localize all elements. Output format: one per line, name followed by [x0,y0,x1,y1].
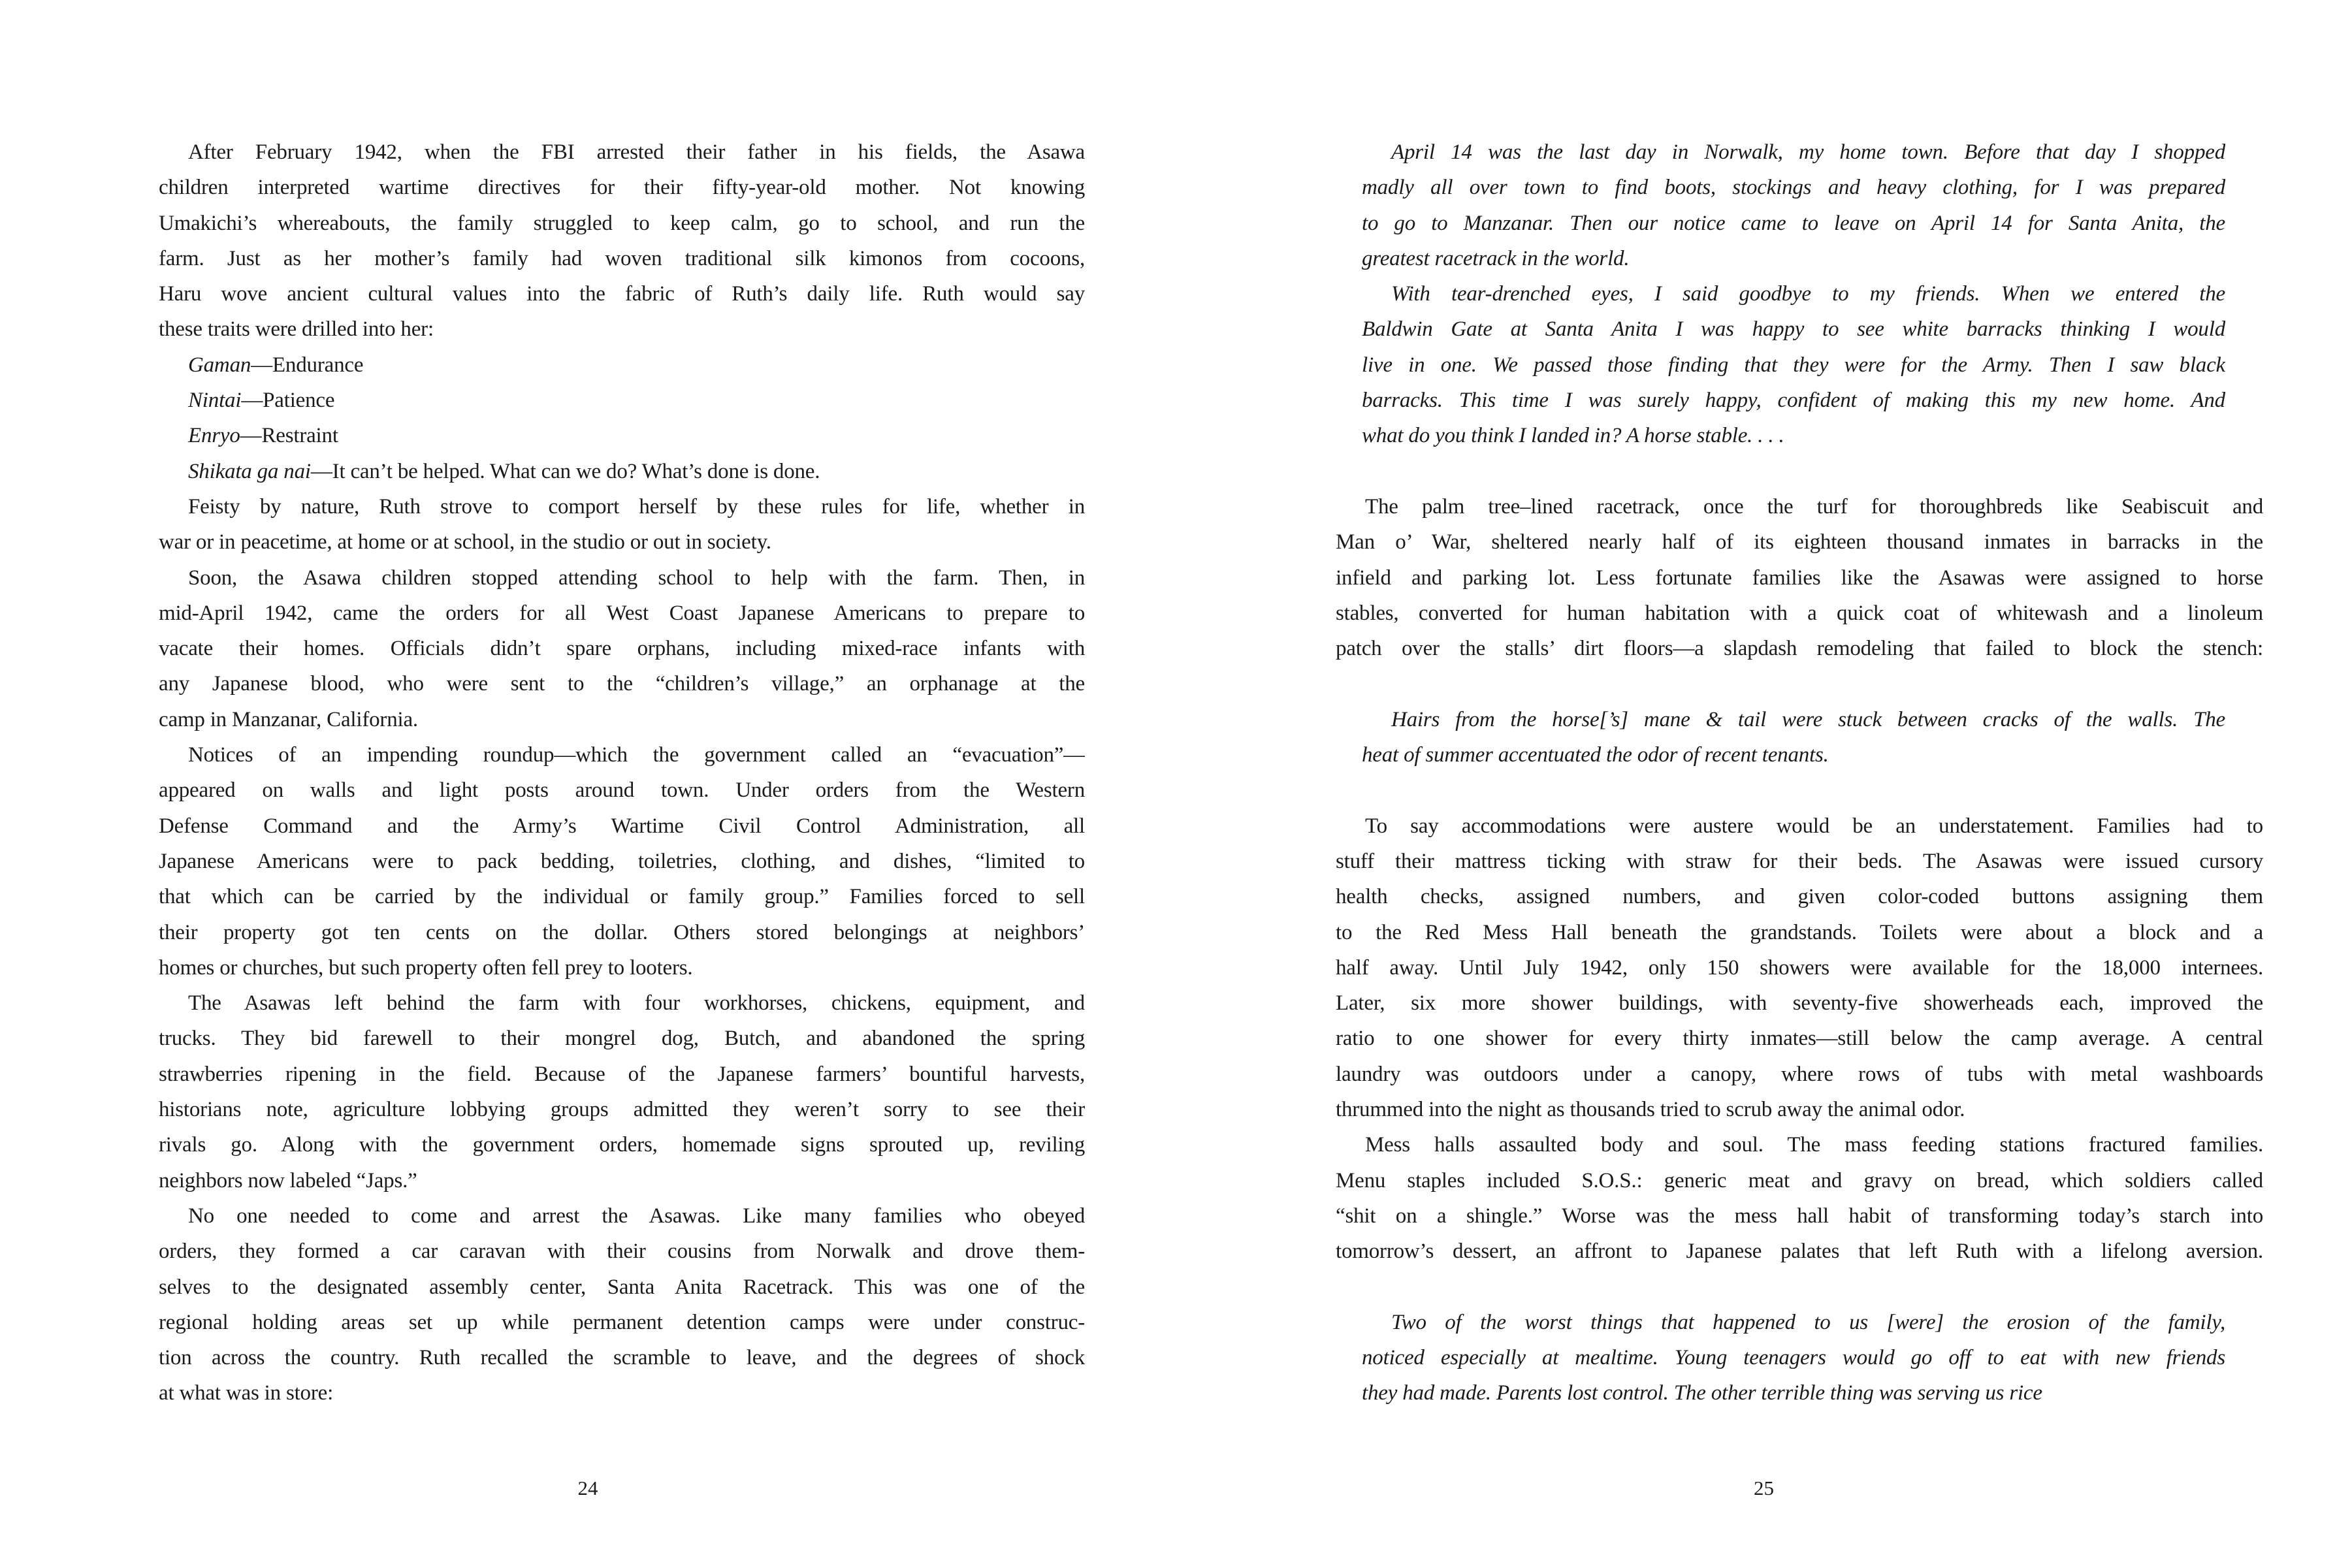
text-line [1336,524,2263,560]
text-line [159,1270,1085,1305]
body-text: they had made. Parents lost control. The other terrible thing was serving us rice [1362,1381,2042,1405]
text-line [159,1163,1085,1198]
body-text: —Patience [241,389,335,413]
italic-text: Shikata ga nai [188,459,311,483]
text-line [1362,418,2225,453]
text-line [1336,1057,2263,1092]
body-text: ratio to one shower for every thirty inmates—still below the camp average. A central [1336,1027,2263,1051]
body-text: —Restraint [240,424,338,448]
body-text: regional holding areas set up while permanent detention camps were under construc- [159,1310,1085,1334]
body-text: After February 1942, when the FBI arrested their father in his fields, the Asawa [188,140,1085,164]
body-text: war or in peacetime, at home or at school, in the studio or out in society. [159,530,771,554]
body-text: live in one. We passed those finding that they were for the Army. Then I saw black [1362,353,2225,377]
body-text: camp in Manzanar, California. [159,707,418,731]
body-text: “shit on a shingle.” Worse was the mess hall habit of transforming today’s starch into [1336,1204,2263,1228]
text-line [1362,241,2225,276]
body-text: selves to the designated assembly center, Santa Anita Racetrack. This was one of the [159,1275,1085,1299]
body-text: The palm tree–lined racetrack, once the turf for thoroughbreds like Seabiscuit and [1365,494,2263,519]
text-line [1362,1305,2225,1340]
text-line [1336,879,2263,914]
body-text: madly all over town to find boots, stockings and heavy clothing, for I was prepared [1362,176,2225,200]
text-line [1336,1234,2263,1269]
body-text: Menu staples included S.O.S.: generic meat and gravy on bread, which soldiers called [1336,1168,2263,1192]
body-text: The Asawas left behind the farm with four workhorses, chickens, equipment, and [188,991,1085,1016]
text-line [159,347,1085,383]
paragraph [159,347,1085,489]
text-line [1362,702,2225,737]
text-line [1336,844,2263,879]
paragraph [1336,489,2263,666]
text-line [159,454,1085,489]
body-text: farm. Just as her mother’s family had woven traditional silk kimonos from cocoons, [159,246,1085,270]
quote-block [1362,276,2225,453]
body-text: tomorrow’s dessert, an affront to Japanese palates that left Ruth with a lifelong aversion. [1336,1240,2263,1264]
body-text: orders, they formed a car caravan with their cousins from Norwalk and drove them- [159,1240,1085,1264]
text-line [159,206,1085,241]
paragraph [159,737,1085,985]
text-line [1362,170,2225,205]
text-line [159,135,1085,170]
body-text: To say accommodations were austere would be an understatement. Families had to [1365,814,2263,838]
italic-text: Enryo [188,424,240,448]
text-line [159,1375,1085,1411]
text-line [159,631,1085,666]
text-line [159,773,1085,808]
text-line [1362,737,2225,773]
body-text: health checks, assigned numbers, and given color-coded buttons assigning them [1336,885,2263,909]
text-line [159,985,1085,1021]
italic-text: Nintai [188,389,242,413]
text-line [159,1198,1085,1234]
paragraph [159,135,1085,347]
body-text: historians note, agriculture lobbying groups admitted they weren’t sorry to see their [159,1098,1085,1122]
body-text: mid-April 1942, came the orders for all West Coast Japanese Americans to prepare to [159,601,1085,625]
body-text: thrummed into the night as thousands tried to scrub away the animal odor. [1336,1098,1965,1122]
body-text: Hairs from the horse[’s] mane & tail were stuck between cracks of the walls. The [1391,707,2225,731]
text-line [159,170,1085,205]
text-line [159,489,1085,524]
text-line [159,1340,1085,1375]
body-text: stables, converted for human habitation with a quick coat of whitewash and a linoleum [1336,601,2263,625]
text-line [1336,560,2263,596]
body-text: Haru wove ancient cultural values into the fabric of Ruth’s daily life. Ruth would say [159,282,1085,306]
text-line [159,879,1085,914]
body-text: No one needed to come and arrest the Asawas. Like many families who obeyed [188,1204,1085,1228]
text-line [159,915,1085,950]
body-text: patch over the stalls’ dirt floors—a slapdash remodeling that failed to block the stench: [1336,637,2263,661]
text-line [159,1305,1085,1340]
page-left-text [159,135,1085,1411]
text-line [159,1092,1085,1127]
quote-block [1362,702,2225,773]
body-text: Two of the worst things that happened to us [were] the erosion of the family, [1391,1310,2225,1334]
body-text: their property got ten cents on the dollar. Others stored belongings at neighbors’ [159,920,1085,944]
body-text: homes or churches, but such property often fell prey to looters. [159,955,693,980]
italic-text: Gaman [188,353,251,377]
text-line [1362,383,2225,418]
text-line [1362,312,2225,347]
body-text: stuff their mattress ticking with straw for their beds. The Asawas were issued cursory [1336,849,2263,873]
body-text: noticed especially at mealtime. Young teenagers would go off to eat with new friends [1362,1346,2225,1370]
body-text: With tear-drenched eyes, I said goodbye to my friends. When we entered the [1391,282,2225,306]
text-line [1336,1127,2263,1162]
text-line [1362,1340,2225,1375]
text-line [159,666,1085,701]
text-line [159,737,1085,773]
body-text: Japanese Americans were to pack bedding, toiletries, clothing, and dishes, “limited to [159,849,1085,873]
text-line [159,1127,1085,1162]
body-text: appeared on walls and light posts around town. Under orders from the Western [159,778,1085,803]
body-text: barracks. This time I was surely happy, confident of making this my new home. And [1362,389,2225,413]
body-text: vacate their homes. Officials didn’t spare orphans, including mixed-race infants with [159,637,1085,661]
text-line [1336,915,2263,950]
body-text: Notices of an impending roundup—which the government called an “evacuation”— [188,743,1085,767]
text-line [159,808,1085,844]
text-line [1336,808,2263,844]
body-text: strawberries ripening in the field. Because of the Japanese farmers’ bountiful harvests, [159,1062,1085,1086]
text-line [159,312,1085,347]
body-text: Man o’ War, sheltered nearly half of its eighteen thousand inmates in barracks in the [1336,530,2263,554]
body-text: infield and parking lot. Less fortunate families like the Asawas were assigned to horse [1336,566,2263,590]
page-left-folio: 24 [577,1477,598,1499]
body-text: Feisty by nature, Ruth strove to comport herself by these rules for life, whether in [188,494,1085,519]
body-text: what do you think I landed in? A horse stable. . . . [1362,424,1784,448]
body-text: neighbors now labeled “Japs.” [159,1168,417,1192]
text-line [159,276,1085,312]
body-text: to go to Manzanar. Then our notice came to leave on April 14 for Santa Anita, the [1362,211,2225,235]
body-text: greatest racetrack in the world. [1362,246,1630,270]
body-text: —It can’t be helped. What can we do? What’s done is done. [310,459,820,483]
body-text: —Endurance [251,353,364,377]
quote-block [1362,135,2225,276]
text-line [159,844,1085,879]
text-line [1336,985,2263,1021]
text-line [159,950,1085,985]
text-line [1362,135,2225,170]
text-line [159,560,1085,596]
body-text: Soon, the Asawa children stopped attending school to help with the farm. Then, in [188,566,1085,590]
text-line [159,596,1085,631]
page-right-folio: 25 [1754,1477,1774,1499]
text-line [1362,206,2225,241]
body-text: trucks. They bid farewell to their mongrel dog, Butch, and abandoned the spring [159,1027,1085,1051]
body-text: rivals go. Along with the government orders, homemade signs sprouted up, reviling [159,1133,1085,1157]
body-text: heat of summer accentuated the odor of recent tenants. [1362,743,1829,767]
text-line [1336,596,2263,631]
body-text: any Japanese blood, who were sent to the “children’s village,” an orphanage at the [159,672,1085,696]
body-text: Baldwin Gate at Santa Anita I was happy to see white barracks thinking I would [1362,317,2225,342]
text-line [1362,1375,2225,1411]
text-line [1336,1198,2263,1234]
body-text: Later, six more shower buildings, with seventy-five showerheads each, improved the [1336,991,2263,1016]
text-line [159,418,1085,453]
body-text: April 14 was the last day in Norwalk, my home town. Before that day I shopped [1391,140,2225,164]
text-line [159,1021,1085,1056]
body-text: Defense Command and the Army’s Wartime Civil Control Administration, all [159,814,1085,838]
body-text: children interpreted wartime directives for their fifty-year-old mother. Not knowing [159,176,1085,200]
page-right-text [1336,135,2263,1411]
body-text: to the Red Mess Hall beneath the grandstands. Toilets were about a block and a [1336,920,2263,944]
quote-block [1362,1305,2225,1411]
body-text: laundry was outdoors under a canopy, where rows of tubs with metal washboards [1336,1062,2263,1086]
body-text: half away. Until July 1942, only 150 showers were available for the 18,000 internees. [1336,955,2263,980]
text-line [159,524,1085,560]
text-line [1336,1163,2263,1198]
text-line [159,702,1085,737]
body-text: these traits were drilled into her: [159,317,434,342]
body-text: Umakichi’s whereabouts, the family struggled to keep calm, go to school, and run the [159,211,1085,235]
text-line [1362,276,2225,312]
text-line [159,383,1085,418]
paragraph [1336,808,2263,1128]
text-line [159,241,1085,276]
body-text: that which can be carried by the individual or family group.” Families forced to sell [159,885,1085,909]
text-line [1336,1021,2263,1056]
body-text: Mess halls assaulted body and soul. The mass feeding stations fractured families. [1365,1133,2263,1157]
text-line [1336,489,2263,524]
text-line [159,1234,1085,1269]
text-line [1336,950,2263,985]
body-text: at what was in store: [159,1381,334,1405]
text-line [159,1057,1085,1092]
paragraph [159,560,1085,737]
text-line [1362,347,2225,383]
text-line [1336,1092,2263,1127]
paragraph [159,1198,1085,1411]
page-right [1176,0,2352,1568]
text-line [1336,631,2263,666]
paragraph [159,489,1085,560]
paragraph [159,985,1085,1198]
body-text: tion across the country. Ruth recalled the scramble to leave, and the degrees of shock [159,1346,1085,1370]
paragraph [1336,1127,2263,1269]
